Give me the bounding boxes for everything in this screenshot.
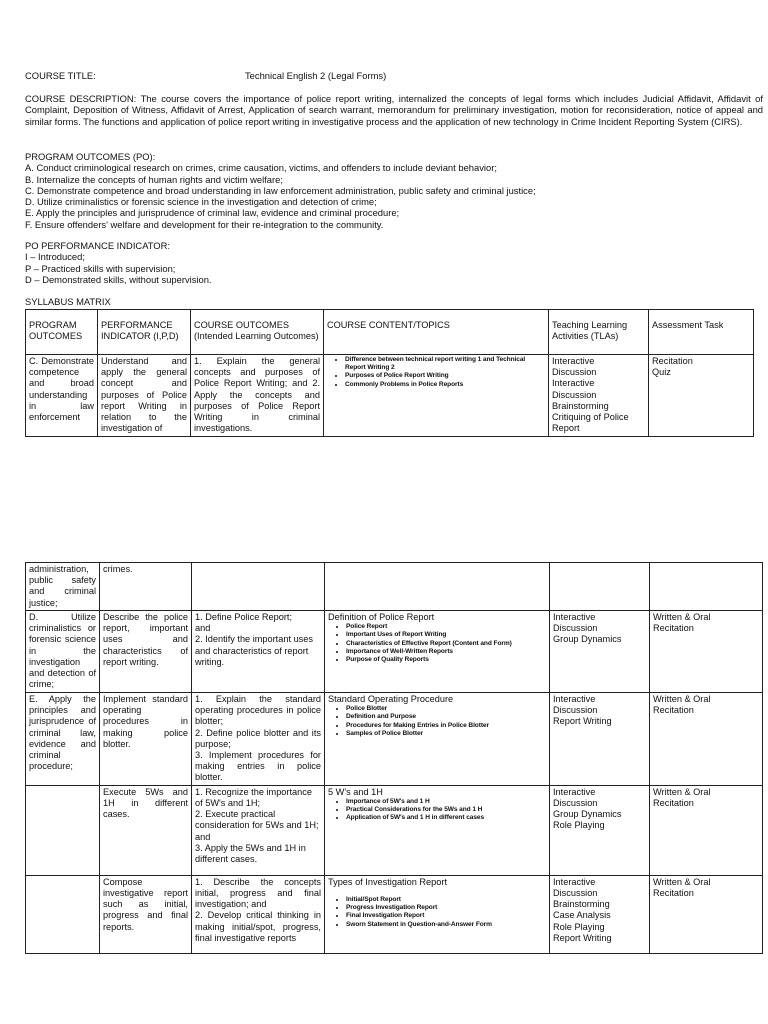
tla-item: Interactive	[553, 876, 596, 887]
topic-item: • Progress Investigation Report	[346, 904, 546, 912]
cell-program-outcome	[26, 785, 100, 875]
cell-course-outcome	[192, 692, 325, 785]
cell-assessment	[650, 563, 763, 611]
tla-item: Report Writing	[553, 716, 612, 727]
tla-item: Brainstorming	[552, 400, 609, 411]
assessment-item: Written & Oral	[653, 876, 711, 887]
tla-item: Discussion	[552, 367, 597, 378]
assessment-item: Written & Oral	[653, 611, 711, 622]
program-outcome-item: E. Apply the principles and jurisprudence of criminal law, evidence and criminal procedure;	[25, 207, 400, 219]
cell-assessment	[650, 875, 763, 953]
topic-item: • Importance of Well-Written Reports	[346, 648, 546, 656]
cell-tla	[549, 355, 649, 437]
header-tlas: Teaching Learning Activities (TLAs)	[549, 310, 649, 355]
table-row	[26, 692, 763, 785]
assessment-item: Quiz	[652, 367, 671, 378]
cell-topics	[325, 692, 550, 785]
cell-topics	[325, 610, 550, 692]
cell-tla	[550, 563, 650, 611]
cell-indicator: Compose investigative report such as initial, progress and final reports.	[100, 875, 192, 953]
tla-item: Interactive	[553, 693, 596, 704]
tla-item: Interactive	[553, 786, 596, 797]
tla-item: Interactive	[552, 378, 595, 389]
syllabus-matrix-table	[25, 309, 754, 437]
topic-item: • Samples of Police Blotter	[346, 730, 546, 738]
course-outcome-line: 1. Define Police Report;	[195, 611, 293, 622]
tla-item: Discussion	[553, 797, 598, 808]
cell-tla	[550, 785, 650, 875]
topic-item: • Initial/Spot Report	[346, 896, 546, 904]
program-outcome-item: C. Demonstrate competence and broad understanding in law enforcement administration, public safety and criminal justice;	[25, 184, 536, 196]
tla-item: Discussion	[553, 887, 598, 898]
tla-item: Discussion	[553, 623, 598, 634]
course-title-label: COURSE TITLE:	[25, 70, 96, 81]
topic-item: • Difference between technical report writing 1 and Technical Report Writing 2	[345, 356, 545, 372]
cell-indicator: Describe the police report, important uses and characteristics of report writing.	[100, 610, 192, 692]
tla-item: Interactive	[553, 611, 596, 622]
header-performance-indicator: PERFORMANCE INDICATOR (I,P,D)	[98, 310, 191, 355]
syllabus-matrix-heading: SYLLABUS MATRIX	[25, 296, 111, 307]
table-header-row	[26, 310, 754, 355]
topics-list	[328, 896, 546, 929]
course-outcome-line: 3. Implement procedures for making entries in police blotter.	[195, 749, 321, 783]
topic-item: • Importance of 5W's and 1 H	[346, 798, 546, 806]
assessment-item: Recitation	[653, 887, 694, 898]
tla-item: Critiquing of Police Report	[552, 412, 629, 434]
header-course-content: COURSE CONTENT/TOPICS	[324, 310, 549, 355]
cell-course-outcome: 1. Explain the general concepts and purposes of Police Report Writing; and 2. Apply the concepts and purposes of Police Report Writing in criminal investigations.	[191, 355, 324, 437]
tla-item: Role Playing	[553, 921, 605, 932]
topics-list	[328, 705, 546, 738]
cell-indicator: crimes.	[100, 563, 192, 611]
program-outcomes	[25, 151, 763, 230]
cell-assessment	[650, 692, 763, 785]
course-outcome-line: 2. Define police blotter and its purpose;	[195, 727, 321, 749]
topic-item: • Police Blotter	[346, 705, 546, 713]
tla-item: Discussion	[553, 705, 598, 716]
assessment-item: Recitation	[653, 797, 694, 808]
topic-item: • Definition and Purpose	[346, 713, 546, 721]
performance-indicator-item: P – Practiced skills with supervision;	[25, 262, 176, 274]
course-outcome-line: 1. Describe the concepts initial, progress and final investigation; and	[195, 876, 321, 910]
performance-indicator-item: D – Demonstrated skills, without supervision.	[25, 273, 212, 285]
program-outcome-item: A. Conduct criminological research on crimes, crime causation, victims, and offenders to include deviant behavior;	[25, 162, 497, 174]
cell-program-outcome: administration, public safety and criminal justice;	[26, 563, 100, 611]
cell-program-outcome: D. Utilize criminalistics or forensic science in the investigation and detection of crime;	[26, 610, 100, 692]
cell-assessment	[649, 355, 754, 437]
program-outcome-item: B. Internalize the concepts of human rights and victim welfare;	[25, 173, 283, 185]
course-title-value: Technical English 2 (Legal Forms)	[245, 70, 387, 81]
performance-indicator-item: I – Introduced;	[25, 251, 85, 263]
tla-item: Role Playing	[553, 820, 605, 831]
cell-program-outcome: C. Demonstrate competence and broad understanding in law enforcement	[26, 355, 98, 437]
header-assessment: Assessment Task	[649, 310, 754, 355]
program-outcome-item: F. Ensure offenders' welfare and development for their re-integration to the community.	[25, 218, 384, 230]
cell-topics	[324, 355, 549, 437]
cell-tla	[550, 875, 650, 953]
course-outcome-line: 2. Identify the important uses and characteristics of report writing.	[195, 634, 313, 667]
course-outcome-line: 1. Recognize the importance of 5W's and 1H;	[195, 786, 312, 808]
cell-tla	[550, 610, 650, 692]
topic-item: • Application of 5W's and 1 H in different cases	[346, 814, 546, 822]
cell-course-outcome	[192, 610, 325, 692]
cell-topics	[325, 875, 550, 953]
cell-program-outcome	[26, 875, 100, 953]
cell-course-outcome	[192, 563, 325, 611]
tla-item: Report Writing	[553, 932, 612, 943]
topic-title: Standard Operating Procedure	[328, 693, 454, 704]
tla-item: Interactive	[552, 356, 595, 366]
topic-title: 5 W's and 1H	[328, 786, 383, 797]
table-row	[26, 355, 754, 437]
cell-assessment	[650, 785, 763, 875]
cell-assessment	[650, 610, 763, 692]
program-outcomes-heading: PROGRAM OUTCOMES (PO):	[25, 151, 156, 162]
assessment-item: Recitation	[653, 705, 694, 716]
tla-item: Group Dynamics	[553, 809, 622, 820]
cell-topics	[325, 785, 550, 875]
topic-item: • Practical Considerations for the 5Ws and 1 H	[346, 806, 546, 814]
topic-item: • Procedures for Making Entries in Police Blotter	[346, 722, 546, 730]
course-outcome-line: and	[195, 623, 211, 634]
header-program-outcomes: PROGRAM OUTCOMES	[26, 310, 98, 355]
topic-title: Types of Investigation Report	[328, 876, 447, 887]
topic-item: • Sworn Statement in Question-and-Answer Form	[346, 921, 546, 929]
table-row	[26, 875, 763, 953]
topics-list	[327, 356, 545, 389]
course-outcome-line: 3. Apply the 5Ws and 1H in different cases.	[195, 842, 306, 864]
cell-course-outcome	[192, 785, 325, 875]
topic-item: • Characteristics of Effective Report (Content and Form)	[346, 640, 546, 648]
table-row	[26, 610, 763, 692]
tla-item: Case Analysis	[553, 910, 611, 921]
topic-item: • Purposes of Police Report Writing	[345, 372, 545, 380]
table-row	[26, 563, 763, 611]
tla-item: Discussion	[552, 389, 597, 400]
header-course-outcomes: COURSE OUTCOMES (Intended Learning Outcomes)	[191, 310, 324, 355]
tla-item: Group Dynamics	[553, 634, 622, 645]
topics-list	[328, 623, 546, 664]
performance-indicator-heading: PO PERFORMANCE INDICATOR:	[25, 240, 170, 251]
syllabus-matrix-table-continued	[25, 562, 763, 954]
assessment-item: Written & Oral	[653, 786, 711, 797]
topic-item: • Purpose of Quality Reports	[346, 656, 546, 664]
cell-tla	[550, 692, 650, 785]
course-outcome-line: 2. Execute practical consideration for 5Ws and 1H; and	[195, 809, 319, 842]
cell-course-outcome	[192, 875, 325, 953]
course-outcome-line: 1. Explain the standard operating procedures in police blotter;	[195, 693, 321, 727]
cell-indicator: Implement standard operating procedures in making police blotter.	[100, 692, 192, 785]
topic-item: • Important Uses of Report Writing	[346, 631, 546, 639]
cell-program-outcome: E. Apply the principles and jurisprudence of criminal law, evidence and criminal procedure;	[26, 692, 100, 785]
program-outcome-item: D. Utilize criminalistics or forensic science in the investigation and detection of crime;	[25, 196, 377, 208]
course-description-text: COURSE DESCRIPTION: The course covers the importance of police report writing, internalized the concepts of legal forms which includes Judicial Affidavit, Affidavit of Complaint, Deposition of Witness, Affidavit of Arrest, Application of search warrant, memorandum for preliminary investigation, motion for reconsideration, notice of appeal and similar forms. The functions and application of police report writing in investigative process and the application of new technology in Crime Incident Reporting System (CIRS).	[25, 93, 763, 127]
assessment-item: Recitation	[653, 623, 694, 634]
course-description	[25, 93, 763, 127]
cell-indicator: Execute 5Ws and 1H in different cases.	[100, 785, 192, 875]
topic-item: • Police Report	[346, 623, 546, 631]
cell-topics	[325, 563, 550, 611]
table-row	[26, 785, 763, 875]
cell-indicator: Understand and apply the general concept and purposes of Police report Writing in relation to the investigation of	[98, 355, 191, 437]
course-outcome-line: 2. Develop critical thinking in making initial/spot, progress, final investigative reports	[195, 910, 321, 943]
performance-indicator	[25, 240, 763, 285]
topics-list	[328, 798, 546, 823]
topic-item: • Final Investigation Report	[346, 912, 546, 920]
topic-title: Definition of Police Report	[328, 611, 435, 622]
assessment-item: Written & Oral	[653, 693, 711, 704]
topic-item: • Commonly Problems in Police Reports	[345, 381, 545, 389]
tla-item: Brainstorming	[553, 899, 610, 910]
assessment-item: Recitation	[652, 356, 693, 366]
